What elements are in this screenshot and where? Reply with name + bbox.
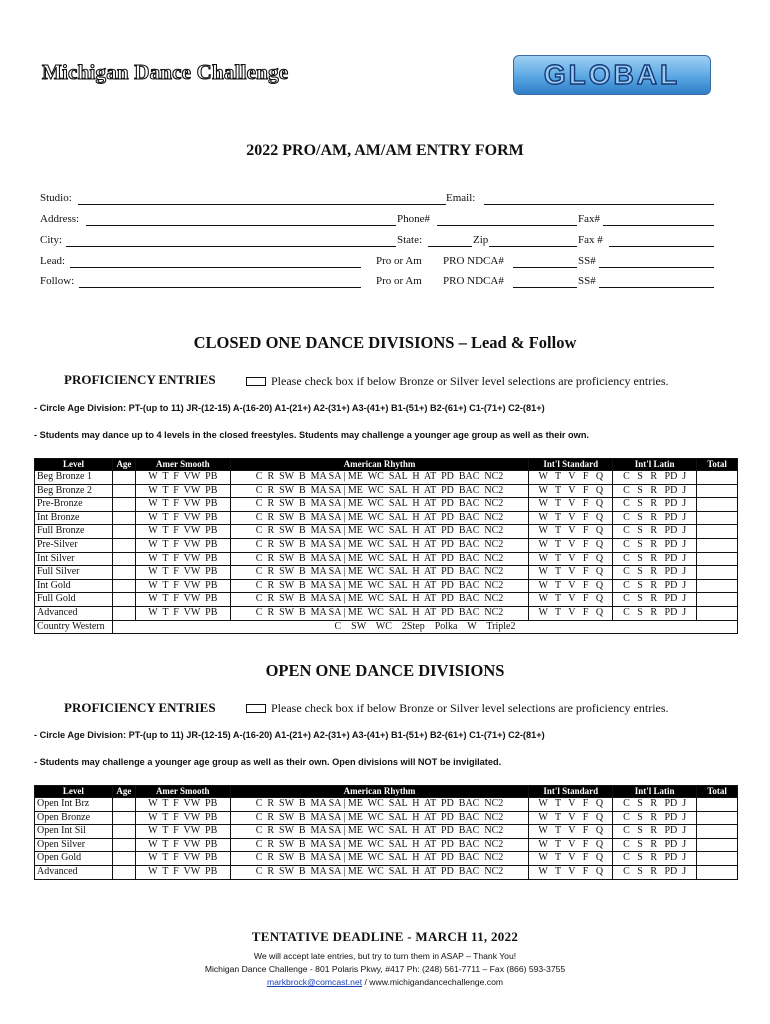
smooth-dances[interactable]: W T F VW PB — [135, 593, 230, 607]
table-row — [35, 811, 738, 825]
latin-dances[interactable]: C S R PD J — [613, 825, 697, 839]
table-row — [35, 865, 738, 879]
table-row — [35, 852, 738, 866]
standard-dances[interactable]: W T V F Q — [529, 593, 613, 607]
standard-dances[interactable]: W T V F Q — [529, 825, 613, 839]
total-cell[interactable] — [697, 593, 738, 607]
email-label: Email: — [446, 192, 476, 204]
latin-dances[interactable]: C S R PD J — [613, 552, 697, 566]
form-title: 2022 PRO/AM, AM/AM ENTRY FORM — [246, 142, 524, 159]
lead-ndca-line[interactable] — [513, 267, 577, 268]
smooth-dances[interactable]: W T F VW PB — [135, 511, 230, 525]
smooth-dances[interactable]: W T F VW PB — [135, 538, 230, 552]
total-cell[interactable] — [697, 471, 738, 485]
level-name: Advanced — [35, 606, 113, 620]
smooth-dances[interactable]: W T F VW PB — [135, 838, 230, 852]
age-cell[interactable] — [112, 525, 135, 539]
total-cell[interactable] — [697, 552, 738, 566]
total-cell[interactable] — [697, 538, 738, 552]
table-row — [35, 471, 738, 485]
level-name: Advanced — [35, 865, 113, 879]
open-rule-note: - Students may challenge a younger age group as well as their own. Open divisions will NOT be invigilated. — [34, 757, 502, 767]
fax2-label: Fax # — [578, 234, 603, 246]
rhythm-dances[interactable]: C R SW B MA SA | ME WC SAL H AT PD BAC NC2 — [230, 606, 529, 620]
rhythm-dances[interactable]: C R SW B MA SA | ME WC SAL H AT PD BAC NC2 — [230, 552, 529, 566]
level-name: Pre-Bronze — [35, 498, 113, 512]
rhythm-dances[interactable]: C R SW B MA SA | ME WC SAL H AT PD BAC NC2 — [230, 865, 529, 879]
level-name: Open Int Brz — [35, 798, 113, 812]
header-intl-standard: Int'l Standard — [529, 459, 613, 471]
zip-label: Zip — [473, 234, 489, 246]
smooth-dances[interactable]: W T F VW PB — [135, 798, 230, 812]
total-cell[interactable] — [697, 838, 738, 852]
deadline-text: TENTATIVE DEADLINE - MARCH 11, 2022 — [251, 929, 519, 944]
level-name: Open Int Sil — [35, 825, 113, 839]
total-cell[interactable] — [697, 525, 738, 539]
open-age-note: - Circle Age Division: PT-(up to 11) JR-(12-15) A-(16-20) A1-(21+) A2-(31+) A3-(41+) B1-(51+) B2-(61+) C1-(71+) C2-(81+) — [34, 730, 545, 740]
brand-title: Michigan Dance Challenge — [42, 60, 289, 84]
level-name: Beg Bronze 2 — [35, 484, 113, 498]
contact-links — [0, 977, 770, 987]
latin-dances[interactable]: C S R PD J — [613, 579, 697, 593]
latin-dances[interactable]: C S R PD J — [613, 798, 697, 812]
smooth-dances[interactable]: W T F VW PB — [135, 552, 230, 566]
total-cell[interactable] — [697, 865, 738, 879]
open-proficiency-checkbox[interactable] — [246, 704, 266, 713]
logo-text: GLOBAL — [543, 59, 681, 90]
table-row — [35, 838, 738, 852]
standard-dances[interactable]: W T V F Q — [529, 811, 613, 825]
level-name: Int Gold — [35, 579, 113, 593]
table-row — [35, 484, 738, 498]
header-intl-standard: Int'l Standard — [529, 786, 613, 798]
age-cell[interactable] — [112, 838, 135, 852]
follow-ndca-label: PRO NDCA# — [443, 275, 504, 287]
header-intl-latin: Int'l Latin — [613, 459, 697, 471]
smooth-dances[interactable]: W T F VW PB — [135, 606, 230, 620]
age-cell[interactable] — [112, 593, 135, 607]
rhythm-dances[interactable]: C R SW B MA SA | ME WC SAL H AT PD BAC NC2 — [230, 498, 529, 512]
state-line[interactable] — [428, 246, 472, 247]
age-cell[interactable] — [112, 825, 135, 839]
phone-line[interactable] — [437, 225, 577, 226]
follow-ss-line[interactable] — [599, 287, 714, 288]
table-row — [35, 525, 738, 539]
age-cell[interactable] — [112, 579, 135, 593]
age-cell[interactable] — [112, 606, 135, 620]
header-amer-smooth: Amer Smooth — [135, 786, 230, 798]
country-western-dances[interactable]: C SW WC 2Step Polka W Triple2 — [112, 620, 737, 634]
latin-dances[interactable]: C S R PD J — [613, 525, 697, 539]
standard-dances[interactable]: W T V F Q — [529, 525, 613, 539]
age-cell[interactable] — [112, 538, 135, 552]
level-name: Open Gold — [35, 852, 113, 866]
header-total: Total — [697, 786, 738, 798]
latin-dances[interactable]: C S R PD J — [613, 865, 697, 879]
rhythm-dances[interactable]: C R SW B MA SA | ME WC SAL H AT PD BAC NC2 — [230, 838, 529, 852]
age-cell[interactable] — [112, 511, 135, 525]
level-name: Int Silver — [35, 552, 113, 566]
total-cell[interactable] — [697, 798, 738, 812]
lead-pro-or-am[interactable]: Pro or Am — [376, 255, 422, 267]
latin-dances[interactable]: C S R PD J — [613, 852, 697, 866]
zip-line[interactable] — [489, 246, 577, 247]
smooth-dances[interactable]: W T F VW PB — [135, 811, 230, 825]
smooth-dances[interactable]: W T F VW PB — [135, 498, 230, 512]
closed-entry-table — [34, 458, 738, 634]
smooth-dances[interactable]: W T F VW PB — [135, 825, 230, 839]
total-cell[interactable] — [697, 498, 738, 512]
fax-line[interactable] — [603, 225, 714, 226]
follow-ndca-line[interactable] — [513, 287, 577, 288]
rhythm-dances[interactable]: C R SW B MA SA | ME WC SAL H AT PD BAC NC2 — [230, 566, 529, 580]
standard-dances[interactable]: W T V F Q — [529, 852, 613, 866]
studio-line[interactable] — [78, 204, 446, 205]
fax2-line[interactable] — [609, 246, 714, 247]
rhythm-dances[interactable]: C R SW B MA SA | ME WC SAL H AT PD BAC NC2 — [230, 525, 529, 539]
header-american-rhythm: American Rhythm — [230, 786, 529, 798]
standard-dances[interactable]: W T V F Q — [529, 484, 613, 498]
standard-dances[interactable]: W T V F Q — [529, 865, 613, 879]
header-american-rhythm: American Rhythm — [230, 459, 529, 471]
late-entries-note: We will accept late entries, but try to turn them in ASAP – Thank You! — [253, 951, 517, 961]
age-cell[interactable] — [112, 471, 135, 485]
smooth-dances[interactable]: W T F VW PB — [135, 525, 230, 539]
total-cell[interactable] — [697, 484, 738, 498]
email-link[interactable]: markbrock@comcast.net — [266, 977, 363, 987]
follow-label: Follow: — [40, 275, 75, 287]
open-table-header — [35, 786, 738, 798]
smooth-dances[interactable]: W T F VW PB — [135, 865, 230, 879]
lead-ndca-label: PRO NDCA# — [443, 255, 504, 267]
city-line[interactable] — [66, 246, 396, 247]
standard-dances[interactable]: W T V F Q — [529, 579, 613, 593]
total-cell[interactable] — [697, 566, 738, 580]
lead-line[interactable] — [70, 267, 361, 268]
level-name: Country Western — [35, 620, 113, 634]
standard-dances[interactable]: W T V F Q — [529, 798, 613, 812]
rhythm-dances[interactable]: C R SW B MA SA | ME WC SAL H AT PD BAC NC2 — [230, 471, 529, 485]
total-cell[interactable] — [697, 825, 738, 839]
state-label: State: — [397, 234, 423, 246]
rhythm-dances[interactable]: C R SW B MA SA | ME WC SAL H AT PD BAC NC2 — [230, 579, 529, 593]
rhythm-dances[interactable]: C R SW B MA SA | ME WC SAL H AT PD BAC NC2 — [230, 811, 529, 825]
contact-address: Michigan Dance Challenge - 801 Polaris Pkwy, #417 Ph: (248) 561-7711 – Fax (866) 593-3755 — [204, 964, 566, 974]
smooth-dances[interactable]: W T F VW PB — [135, 579, 230, 593]
table-row — [35, 579, 738, 593]
age-cell[interactable] — [112, 484, 135, 498]
header-intl-latin: Int'l Latin — [613, 786, 697, 798]
latin-dances[interactable]: C S R PD J — [613, 538, 697, 552]
open-entry-table — [34, 785, 738, 880]
lead-label: Lead: — [40, 255, 66, 267]
closed-rule-note: - Students may dance up to 4 levels in the closed freestyles. Students may challenge a younger age group as well as their own. — [34, 430, 589, 440]
header-level: Level — [35, 786, 113, 798]
header-level: Level — [35, 459, 113, 471]
table-row — [35, 566, 738, 580]
closed-proficiency-checkbox[interactable] — [246, 377, 266, 386]
latin-dances[interactable]: C S R PD J — [613, 593, 697, 607]
total-cell[interactable] — [697, 852, 738, 866]
follow-pro-or-am[interactable]: Pro or Am — [376, 275, 422, 287]
latin-dances[interactable]: C S R PD J — [613, 606, 697, 620]
rhythm-dances[interactable]: C R SW B MA SA | ME WC SAL H AT PD BAC NC2 — [230, 484, 529, 498]
closed-age-note: - Circle Age Division: PT-(up to 11) JR-(12-15) A-(16-20) A1-(21+) A2-(31+) A3-(41+) B1-(51+) B2-(61+) C1-(71+) C2-(81+) — [34, 403, 545, 413]
website-text: / www.michigandancechallenge.com — [362, 977, 504, 987]
standard-dances[interactable]: W T V F Q — [529, 471, 613, 485]
address-label: Address: — [40, 213, 80, 225]
open-proficiency-note: Please check box if below Bronze or Silver level selections are proficiency entries. — [271, 701, 669, 715]
follow-line[interactable] — [79, 287, 361, 288]
smooth-dances[interactable]: W T F VW PB — [135, 471, 230, 485]
table-row — [35, 606, 738, 620]
email-line[interactable] — [484, 204, 714, 205]
latin-dances[interactable]: C S R PD J — [613, 471, 697, 485]
closed-proficiency-label: PROFICIENCY ENTRIES — [64, 372, 216, 387]
table-row — [35, 538, 738, 552]
standard-dances[interactable]: W T V F Q — [529, 552, 613, 566]
table-row — [35, 511, 738, 525]
latin-dances[interactable]: C S R PD J — [613, 498, 697, 512]
rhythm-dances[interactable]: C R SW B MA SA | ME WC SAL H AT PD BAC NC2 — [230, 511, 529, 525]
level-name: Open Silver — [35, 838, 113, 852]
lead-ss-line[interactable] — [599, 267, 714, 268]
rhythm-dances[interactable]: C R SW B MA SA | ME WC SAL H AT PD BAC NC2 — [230, 798, 529, 812]
level-name: Full Gold — [35, 593, 113, 607]
table-row — [35, 552, 738, 566]
lead-ss-label: SS# — [578, 255, 596, 267]
latin-dances[interactable]: C S R PD J — [613, 484, 697, 498]
level-name: Int Bronze — [35, 511, 113, 525]
age-cell[interactable] — [112, 865, 135, 879]
level-name: Pre-Silver — [35, 538, 113, 552]
level-name: Full Bronze — [35, 525, 113, 539]
studio-label: Studio: — [40, 192, 72, 204]
rhythm-dances[interactable]: C R SW B MA SA | ME WC SAL H AT PD BAC NC2 — [230, 538, 529, 552]
smooth-dances[interactable]: W T F VW PB — [135, 852, 230, 866]
address-line[interactable] — [86, 225, 396, 226]
level-name: Full Silver — [35, 566, 113, 580]
header-total: Total — [697, 459, 738, 471]
level-name: Open Bronze — [35, 811, 113, 825]
closed-table-header — [35, 459, 738, 471]
standard-dances[interactable]: W T V F Q — [529, 606, 613, 620]
age-cell[interactable] — [112, 798, 135, 812]
closed-heading: CLOSED ONE DANCE DIVISIONS – Lead & Follow — [193, 333, 577, 352]
table-row — [35, 620, 738, 634]
header-age: Age — [112, 459, 135, 471]
follow-ss-label: SS# — [578, 275, 596, 287]
total-cell[interactable] — [697, 579, 738, 593]
rhythm-dances[interactable]: C R SW B MA SA | ME WC SAL H AT PD BAC NC2 — [230, 852, 529, 866]
open-heading: OPEN ONE DANCE DIVISIONS — [265, 661, 505, 680]
open-proficiency-label: PROFICIENCY ENTRIES — [64, 700, 216, 715]
standard-dances[interactable]: W T V F Q — [529, 511, 613, 525]
table-row — [35, 825, 738, 839]
total-cell[interactable] — [697, 811, 738, 825]
header-age: Age — [112, 786, 135, 798]
table-row — [35, 593, 738, 607]
age-cell[interactable] — [112, 498, 135, 512]
latin-dances[interactable]: C S R PD J — [613, 566, 697, 580]
latin-dances[interactable]: C S R PD J — [613, 811, 697, 825]
closed-proficiency-note: Please check box if below Bronze or Silver level selections are proficiency entries. — [271, 374, 669, 388]
smooth-dances[interactable]: W T F VW PB — [135, 566, 230, 580]
city-label: City: — [40, 234, 63, 246]
standard-dances[interactable]: W T V F Q — [529, 566, 613, 580]
standard-dances[interactable]: W T V F Q — [529, 538, 613, 552]
age-cell[interactable] — [112, 811, 135, 825]
latin-dances[interactable]: C S R PD J — [613, 511, 697, 525]
standard-dances[interactable]: W T V F Q — [529, 838, 613, 852]
latin-dances[interactable]: C S R PD J — [613, 838, 697, 852]
standard-dances[interactable]: W T V F Q — [529, 498, 613, 512]
rhythm-dances[interactable]: C R SW B MA SA | ME WC SAL H AT PD BAC NC2 — [230, 825, 529, 839]
table-row — [35, 498, 738, 512]
age-cell[interactable] — [112, 852, 135, 866]
total-cell[interactable] — [697, 511, 738, 525]
age-cell[interactable] — [112, 552, 135, 566]
level-name: Beg Bronze 1 — [35, 471, 113, 485]
fax-label: Fax# — [578, 213, 600, 225]
header-amer-smooth: Amer Smooth — [135, 459, 230, 471]
age-cell[interactable] — [112, 566, 135, 580]
table-row — [35, 798, 738, 812]
total-cell[interactable] — [697, 606, 738, 620]
smooth-dances[interactable]: W T F VW PB — [135, 484, 230, 498]
global-logo — [513, 55, 711, 95]
phone-label: Phone# — [397, 213, 430, 225]
rhythm-dances[interactable]: C R SW B MA SA | ME WC SAL H AT PD BAC NC2 — [230, 593, 529, 607]
